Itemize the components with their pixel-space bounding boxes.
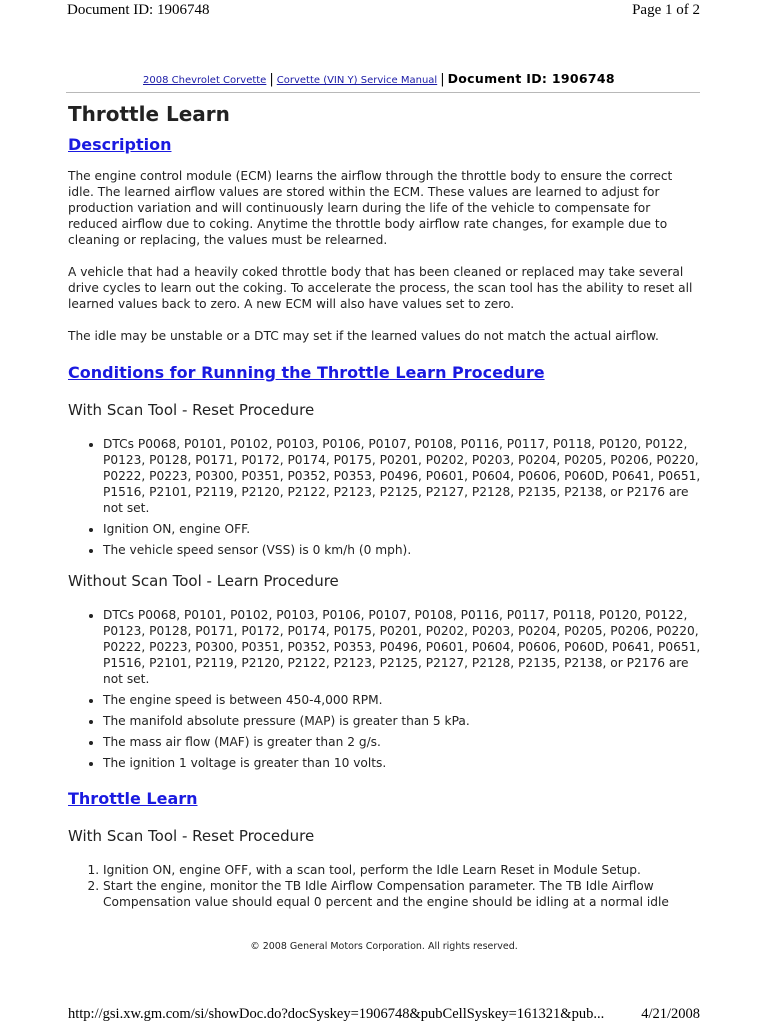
- throttle-learn-heading-link[interactable]: Throttle Learn: [68, 789, 198, 808]
- throttle-learn-subheading: With Scan Tool - Reset Procedure: [68, 827, 315, 845]
- without-scan-tool-heading: Without Scan Tool - Learn Procedure: [68, 572, 339, 590]
- print-footer-url: http://gsi.xw.gm.com/si/showDoc.do?docSyskey=1906748&pubCellSyskey=161321&pub...: [68, 1006, 605, 1022]
- description-paragraph-3: The idle may be unstable or a DTC may set if the learned values do not match the actual airflow.: [68, 329, 659, 343]
- description-heading-link[interactable]: Description: [68, 135, 172, 154]
- breadcrumb-manual-link[interactable]: Corvette (VIN Y) Service Manual: [276, 75, 438, 86]
- description-paragraph-2: A vehicle that had a heavily coked throttle body that has been cleaned or replaced may take several drive cycles to learn out the coking. To accelerate the process, the scan tool has the ability to reset all learned values back to zero. A new ECM will also have values set to zero.: [68, 265, 693, 311]
- print-footer-date: 4/21/2008: [641, 1006, 700, 1022]
- condition-item: • The vehicle speed sensor (VSS) is 0 km/h (0 mph).: [103, 542, 702, 558]
- with-scan-tool-conditions-list: [68, 436, 702, 558]
- throttle-learn-steps: [68, 862, 702, 910]
- condition-item: • Ignition ON, engine OFF.: [103, 521, 702, 537]
- breadcrumb-doc-id: Document ID: 1906748: [447, 71, 615, 86]
- document-body: [68, 100, 702, 910]
- conditions-heading-link[interactable]: Conditions for Running the Throttle Learn Procedure: [68, 363, 545, 382]
- condition-item: • DTCs P0068, P0101, P0102, P0103, P0106, P0107, P0108, P0116, P0117, P0118, P0120, P0122, P0123, P0128, P0171, P0172, P0174, P0175, P0201, P0202, P0203, P0204, P0205, P0206, P0220, P0222, P0223, P0300, P0351, P0352, P0353, P0496, P0601, P0604, P0606, P060D, P0641, P0651, P1516, P2101, P2119, P2120, P2122, P2123, P2125, P2127, P2128, P2135, P2138, or P2176 are not set.: [103, 607, 702, 687]
- condition-item: • The ignition 1 voltage is greater than 10 volts.: [103, 755, 702, 771]
- procedure-step: 1. Ignition ON, engine OFF, with a scan tool, perform the Idle Learn Reset in Module Setup.: [103, 862, 702, 878]
- with-scan-tool-heading: With Scan Tool - Reset Procedure: [68, 401, 315, 419]
- print-header-page: Page 1 of 2: [632, 2, 700, 18]
- header-divider: [66, 92, 700, 93]
- procedure-step: 2. Start the engine, monitor the TB Idle Airflow Compensation parameter. The TB Idle Airflow Compensation value should equal 0 percent and the engine should be idling at a normal idle: [103, 878, 702, 910]
- page-title: Throttle Learn: [68, 102, 230, 126]
- breadcrumb-separator: |: [269, 72, 274, 87]
- condition-item: • DTCs P0068, P0101, P0102, P0103, P0106, P0107, P0108, P0116, P0117, P0118, P0120, P0122, P0123, P0128, P0171, P0172, P0174, P0175, P0201, P0202, P0203, P0204, P0205, P0206, P0220, P0222, P0223, P0300, P0351, P0352, P0353, P0496, P0601, P0604, P0606, P060D, P0641, P0651, P1516, P2101, P2119, P2120, P2122, P2123, P2125, P2127, P2128, P2135, P2138, or P2176 are not set.: [103, 436, 702, 516]
- copyright-notice: © 2008 General Motors Corporation. All rights reserved.: [250, 941, 518, 952]
- condition-item: • The mass air flow (MAF) is greater than 2 g/s.: [103, 734, 702, 750]
- print-header-doc-id: Document ID: 1906748: [67, 2, 210, 18]
- breadcrumb-vehicle-link[interactable]: 2008 Chevrolet Corvette: [143, 75, 267, 86]
- without-scan-tool-conditions-list: [68, 607, 702, 771]
- condition-item: • The manifold absolute pressure (MAP) is greater than 5 kPa.: [103, 713, 702, 729]
- description-paragraph-1: The engine control module (ECM) learns the airflow through the throttle body to ensure the correct idle. The learned airflow values are stored within the ECM. These values are learned to adjust for production variation and will continuously learn during the life of the vehicle to compensate for reduced airflow due to coking. Anytime the throttle body airflow rate changes, for example due to cleaning or replacing, the values must be relearned.: [68, 169, 673, 247]
- breadcrumb: [143, 71, 615, 87]
- breadcrumb-separator: |: [440, 72, 445, 87]
- condition-item: • The engine speed is between 450-4,000 RPM.: [103, 692, 702, 708]
